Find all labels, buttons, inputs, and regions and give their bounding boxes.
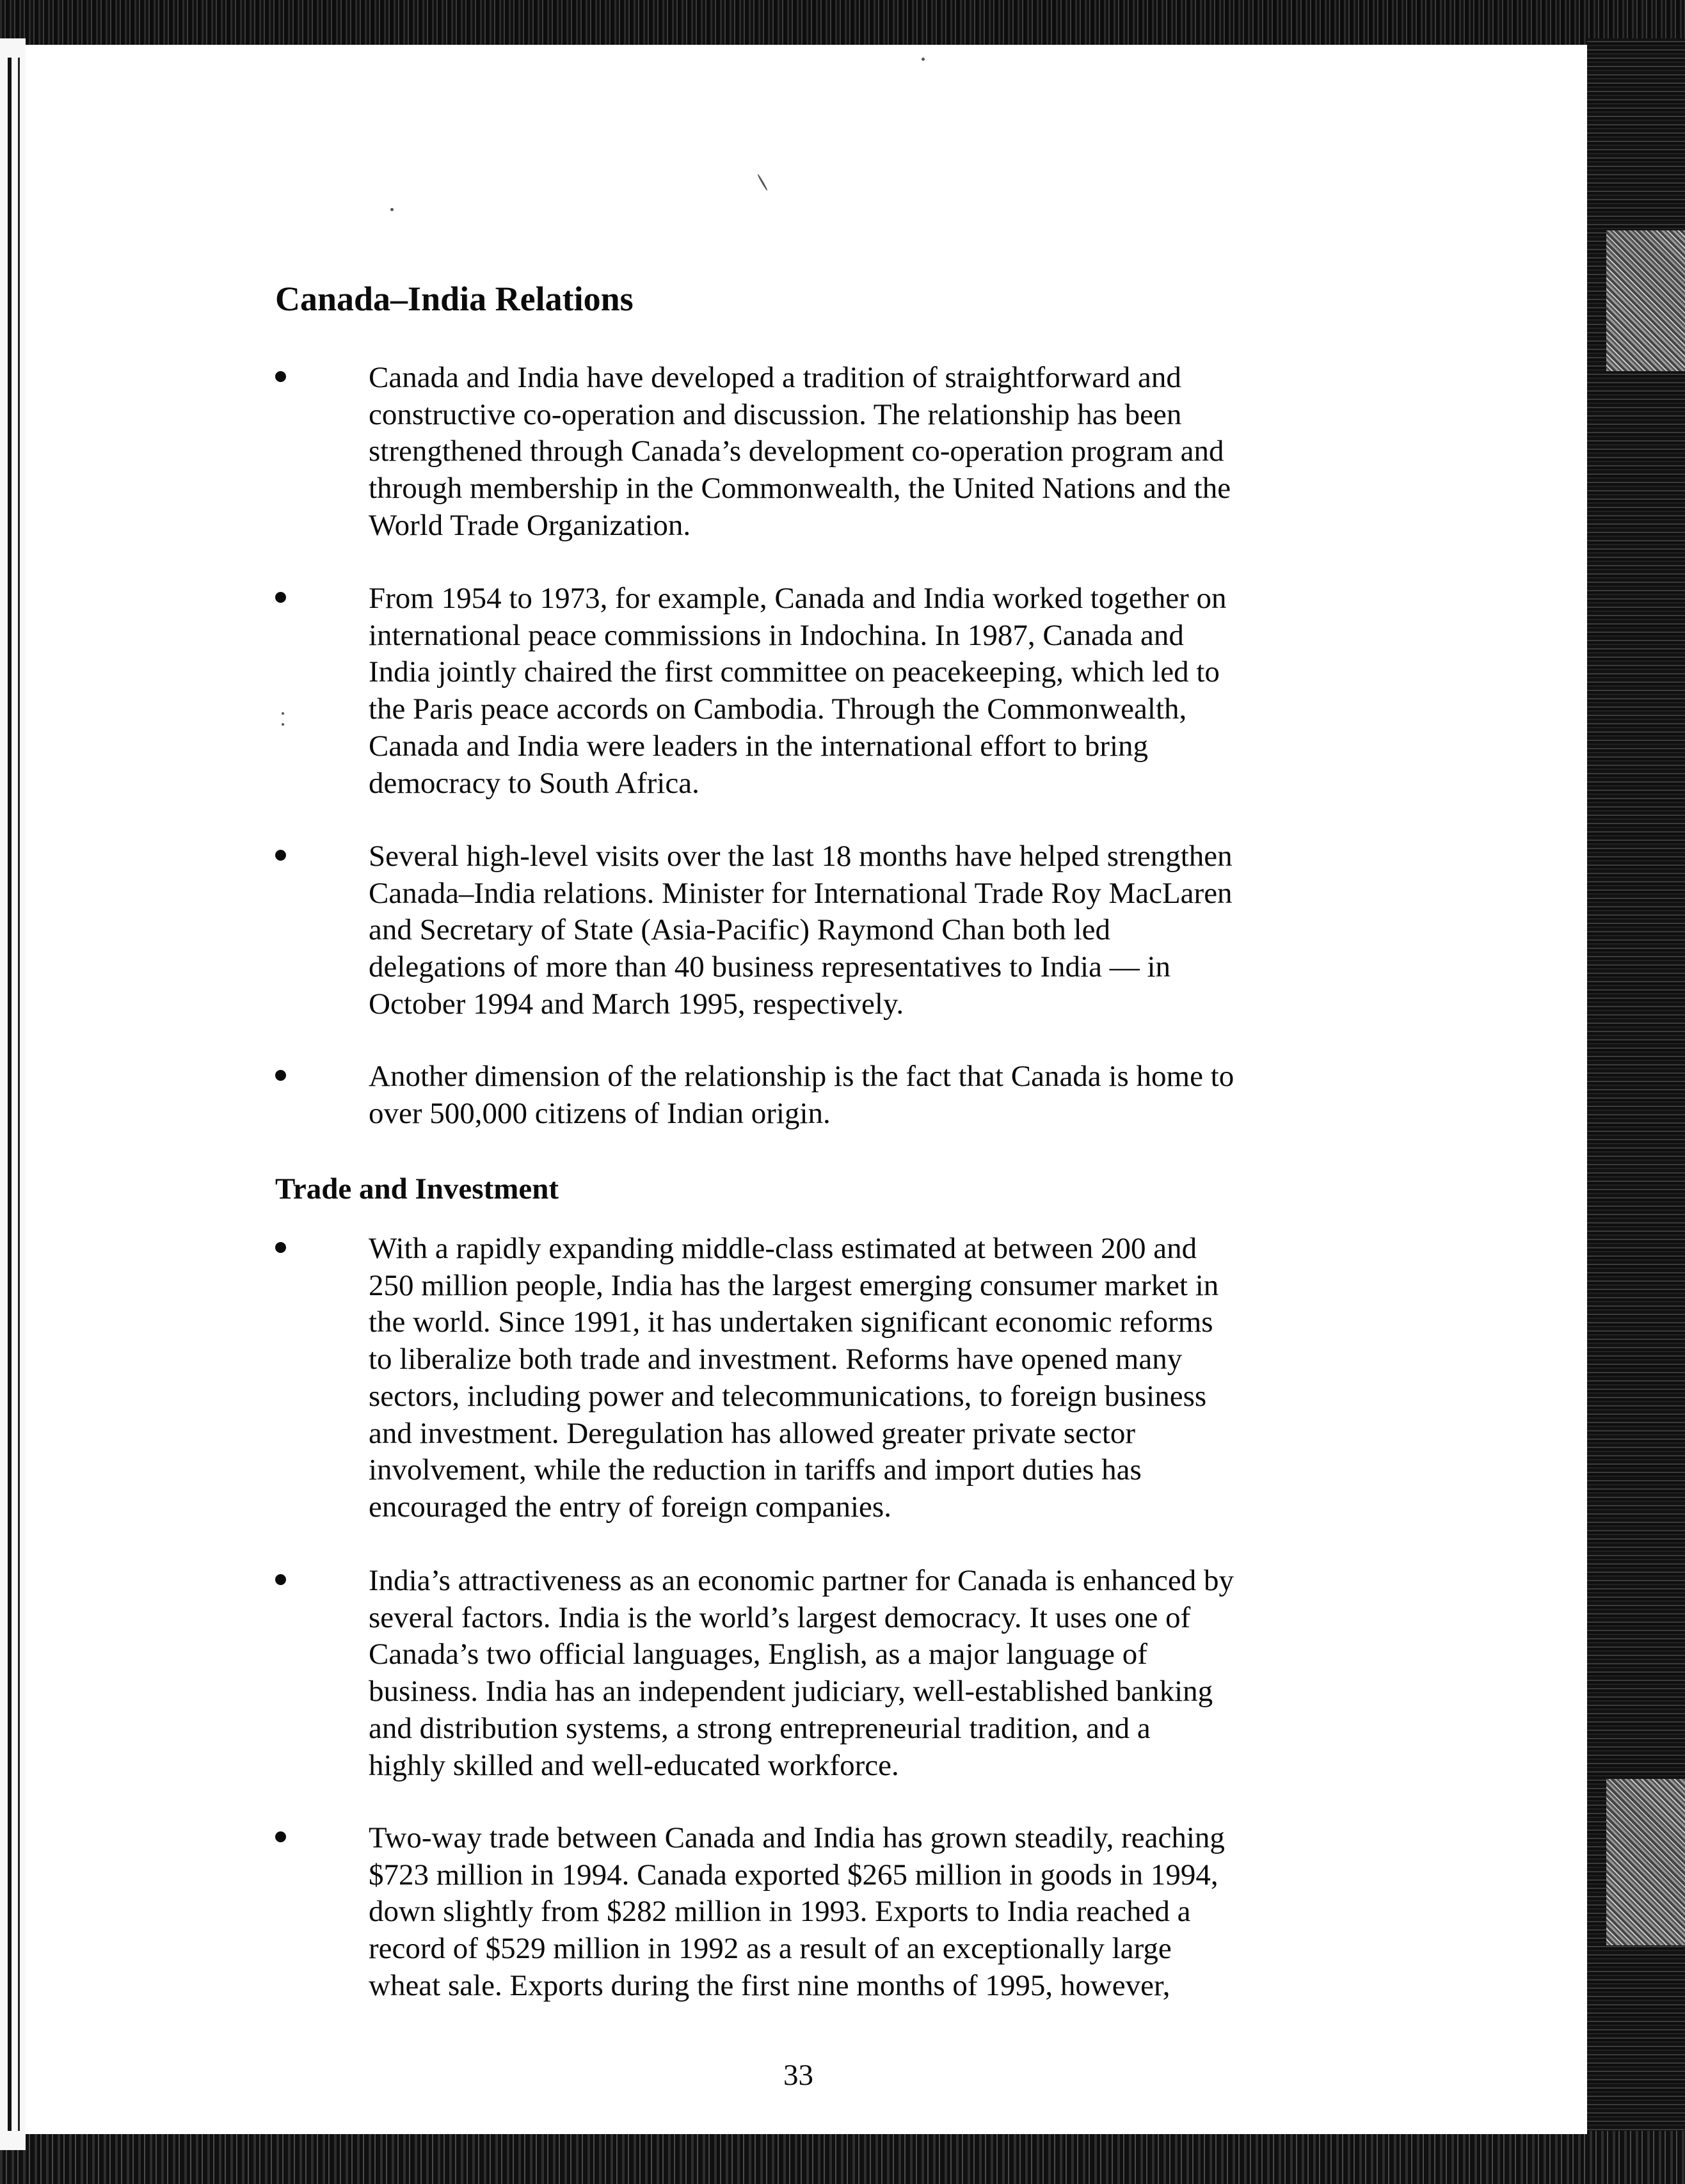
scan-border-top xyxy=(0,0,1685,51)
bullet-icon xyxy=(275,1831,286,1842)
bullet-icon xyxy=(275,1070,286,1081)
scan-border-bottom xyxy=(0,2131,1685,2184)
bullet-text: India’s attractiveness as an economic partner for Canada is enhanced by several factors. India is the world’s largest democracy. It uses one of Canada’s two official languages, English, as a major language of business. India has an independent judiciary, well-established banking and distribution systems, a strong entrepreneurial tradition, and a highly skilled and well-educated workforce. xyxy=(369,1564,1234,1782)
bullet-text: From 1954 to 1973, for example, Canada and India worked together on international peace commissions in Indochina. In 1987, Canada and India jointly chaired the first committee on peacekeeping, which led to the Paris peace accords on Cambodia. Through the Commonwealth, Canada and India were leaders in the international effort to bring democracy to South Africa. xyxy=(369,582,1227,800)
bullet-text: Canada and India have developed a tradition of straightforward and constructive co-operation and discussion. The relationship has been strengthened through Canada’s development co-operation program and through membership in the Commonwealth, the United Nations and the World Trade Organization. xyxy=(369,361,1231,542)
bullet-icon xyxy=(275,850,286,861)
page-number: 33 xyxy=(783,2059,813,2092)
scan-margin-left xyxy=(0,38,26,2150)
binding-edge-line xyxy=(18,58,20,2131)
section-heading: Trade and Investment xyxy=(275,1172,559,1206)
scan-speck xyxy=(390,208,394,211)
bullet-icon xyxy=(275,1574,286,1585)
bullet-text: With a rapidly expanding middle-class estimated at between 200 and 250 million people, India has the largest emerging consumer market in the world. Since 1991, it has undertaken significant economic reforms to liberalize both trade and investment. Reforms have opened many sectors, including power and telecommunications, to foreign business and investment. Deregulation has allowed greater private sector involvement, while the reduction in tariffs and import duties has encouraged the entry of foreign companies. xyxy=(369,1232,1219,1524)
scan-speck xyxy=(282,712,284,715)
scan-speck xyxy=(282,723,284,726)
scan-noise-patch xyxy=(1606,230,1685,371)
bullet-text: Several high-level visits over the last 18 months have helped strengthen Canada–India relations. Minister for International Trade Roy MacLaren and Secretary of State (Asia-Pacific) Raymond Chan both led delegations of more than 40 business representatives to India — in October 1994 and March 1995, respectively. xyxy=(369,840,1233,1021)
bullet-icon xyxy=(275,371,286,382)
bullet-text: Two-way trade between Canada and India has grown steadily, reaching $723 million in 1994. Canada exported $265 million in goods in 1994, down slightly from $282 million in 1993. Exports to India reached a record of $529 million in 1992 as a result of an exceptionally large wheat sale. Exports during the first nine months of 1995, however, xyxy=(369,1821,1225,2002)
binding-edge-line xyxy=(8,58,12,2131)
page-title: Canada–India Relations xyxy=(275,280,634,318)
bullet-icon xyxy=(275,1242,286,1253)
bullet-text: Another dimension of the relationship is the fact that Canada is home to over 500,000 citizens of Indian origin. xyxy=(369,1060,1234,1130)
bullet-icon xyxy=(275,592,286,603)
scan-noise-patch xyxy=(1606,1779,1685,1945)
scan-speck xyxy=(922,58,925,61)
